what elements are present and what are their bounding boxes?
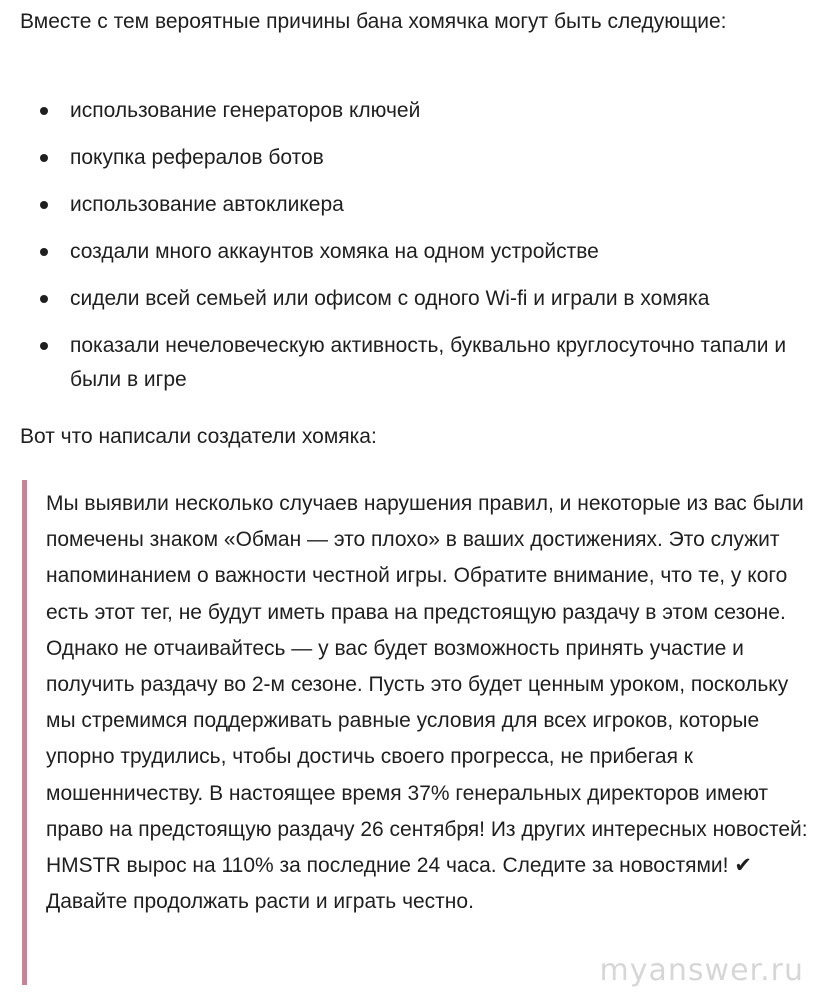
intro-paragraph: Вместе с тем вероятные причины бана хомячка могут быть следующие: [20, 10, 727, 33]
bullet-dot-icon [40, 201, 48, 209]
quote-text: Мы выявили несколько случаев нарушения правил, и некоторые из вас были помечены знаком «Обман — это плохо» в ваших достижениях. Это служит напоминанием о важности честной игры. Обратите внимание, что те, у кого есть этот тег, не будут иметь права на предстоящую раздачу в этом сезоне. Однако не отчаивайтесь — у вас будет возможность принять участие и получить раздачу во 2-м сезоне. Пусть это будет ценным уроком, поскольку мы стремимся поддерживать равные условия для всех игроков, которые упорно трудились, чтобы достичь своего прогресса, не прибегая к мошенничеству. В настоящее время 37% генеральных директоров имеют право на предстоящую раздачу 26 сентября! Из других интересных новостей: HMSTR вырос на 110% за последние 24 часа. Следите за новостями! ✔ Давайте продолжать расти и играть честно. [46, 492, 808, 914]
list-item [34, 282, 804, 316]
watermark: myanswer.ru [599, 953, 804, 988]
bullet-dot-icon [40, 107, 48, 115]
list-item-text: сидели всей семьей или офисом с одного Wi-fi и играли в хомяка [70, 287, 710, 310]
bullet-dot-icon [40, 248, 48, 256]
list-item-text: использование генераторов ключей [70, 99, 421, 122]
list-item-text: создали много аккаунтов хомяка на одном устройстве [70, 240, 599, 263]
blockquote [22, 480, 812, 990]
list-item [34, 94, 804, 128]
list-item-text: показали нечеловеческую активность, буквально круглосуточно тапали и были в игре [70, 334, 787, 391]
ban-reasons-list [34, 94, 804, 410]
list-item [34, 329, 804, 397]
quote-accent-bar [22, 480, 27, 985]
list-item [34, 235, 804, 269]
list-item-text: покупка рефералов ботов [70, 146, 324, 169]
bullet-dot-icon [40, 295, 48, 303]
bullet-dot-icon [40, 154, 48, 162]
bullet-dot-icon [40, 342, 48, 350]
quote-lead-text: Вот что написали создатели хомяка: [20, 425, 377, 448]
list-item [34, 141, 804, 175]
list-item-text: использование автокликера [70, 193, 344, 216]
list-item [34, 188, 804, 222]
